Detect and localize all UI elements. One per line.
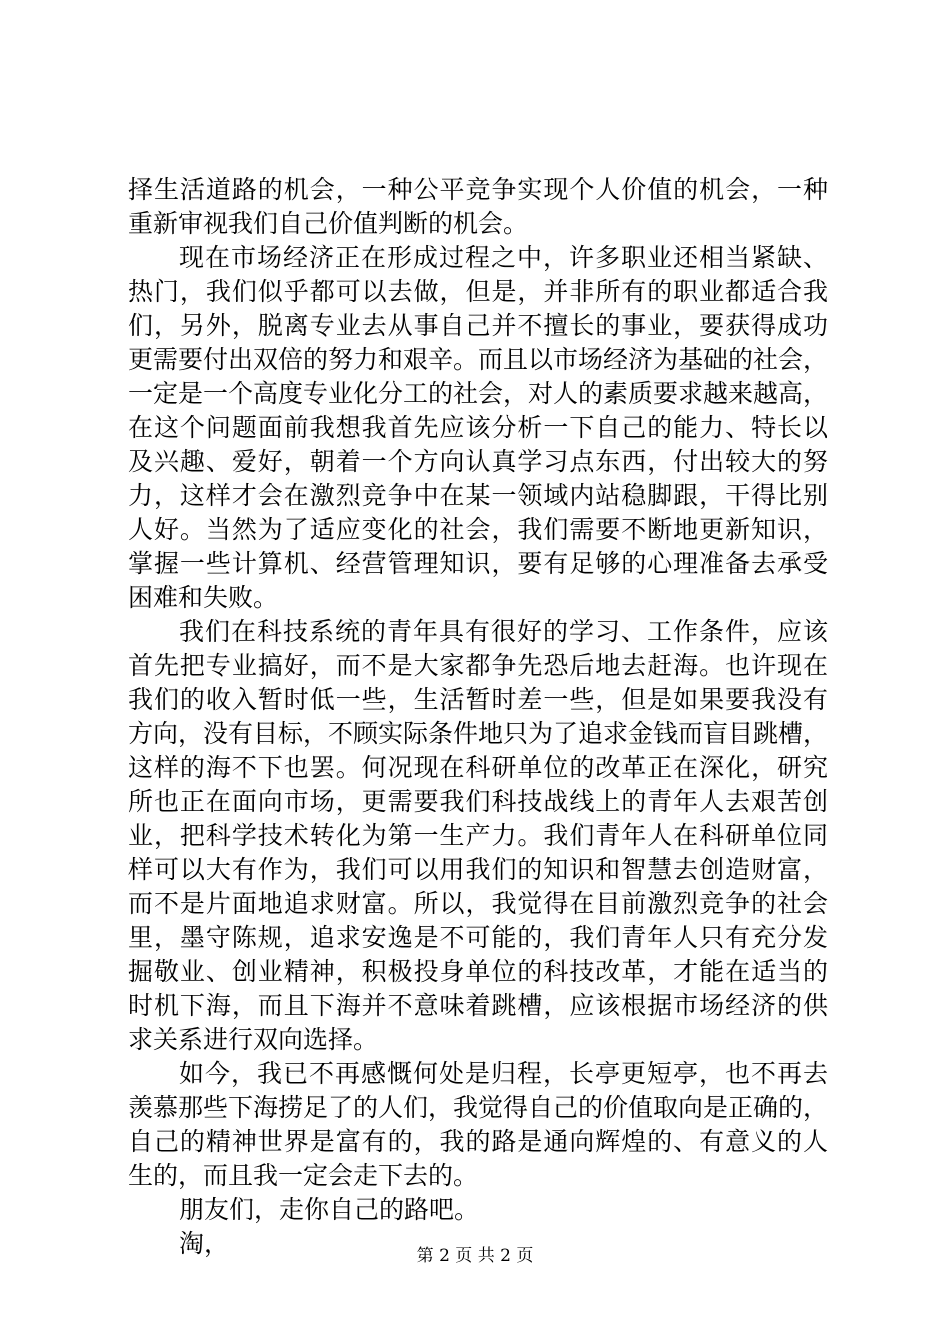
text-line: 我们的收入暂时低一些，生活暂时差一些，但是如果要我没有 [128, 685, 828, 714]
text-line: 这样的海不下也罢。何况现在科研单位的改革正在深化，研究 [128, 753, 828, 782]
text-line: 掌握一些计算机、经营管理知识，要有足够的心理准备去承受 [128, 549, 828, 578]
text-line: 困难和失败。 [128, 583, 279, 612]
text-line: 方向，没有目标，不顾实际条件地只为了追求金钱而盲目跳槽， [128, 719, 829, 748]
text-line: 羡慕那些下海捞足了的人们，我觉得自己的价值取向是正确的， [128, 1093, 829, 1122]
text-line: 样可以大有作为，我们可以用我们的知识和智慧去创造财富， [128, 855, 828, 884]
text-line: 一定是一个高度专业化分工的社会，对人的素质要求越来越高， [128, 379, 829, 408]
text-line: 人好。当然为了适应变化的社会，我们需要不断地更新知识， [128, 515, 828, 544]
text-line: 里，墨守陈规，追求安逸是不可能的，我们青年人只有充分发 [128, 923, 828, 952]
page-footer: 第 2 页 共 2 页 [416, 1246, 534, 1266]
text-line: 生的，而且我一定会走下去的。 [128, 1161, 479, 1190]
text-line: 所也正在面向市场，更需要我们科技战线上的青年人去艰苦创 [128, 787, 828, 816]
text-line: 掘敬业、创业精神，积极投身单位的科技改革，才能在适当的 [128, 957, 828, 986]
text-line: 重新审视我们自己价值判断的机会。 [128, 209, 529, 238]
document-body [128, 173, 828, 1261]
text-line: 择生活道路的机会，一种公平竞争实现个人价值的机会，一种 [128, 175, 828, 204]
text-line: 力，这样才会在激烈竞争中在某一领域内站稳脚跟，干得比别 [128, 481, 828, 510]
text-line: 而不是片面地追求财富。所以，我觉得在目前激烈竞争的社会 [128, 889, 828, 918]
text-line: 朋友们，走你自己的路吧。 [179, 1195, 480, 1224]
text-line: 热门，我们似乎都可以去做，但是，并非所有的职业都适合我 [128, 277, 828, 306]
text-line: 我们在科技系统的青年具有很好的学习、工作条件，应该 [179, 617, 828, 646]
text-line: 首先把专业搞好，而不是大家都争先恐后地去赶海。也许现在 [128, 651, 828, 680]
text-line: 现在市场经济正在形成过程之中，许多职业还相当紧缺、 [179, 243, 828, 272]
text-line: 业，把科学技术转化为第一生产力。我们青年人在科研单位同 [128, 821, 828, 850]
text-line: 求关系进行双向选择。 [128, 1025, 379, 1054]
text-line: 在这个问题面前我想我首先应该分析一下自己的能力、特长以 [128, 413, 828, 442]
text-line: 自己的精神世界是富有的，我的路是通向辉煌的、有意义的人 [128, 1127, 828, 1156]
text-line: 们，另外，脱离专业去从事自己并不擅长的事业，要获得成功 [128, 311, 828, 340]
text-line: 及兴趣、爱好，朝着一个方向认真学习点东西，付出较大的努 [128, 447, 828, 476]
text-line: 如今，我已不再感慨何处是归程，长亭更短亭，也不再去 [179, 1059, 828, 1088]
text-line: 时机下海，而且下海并不意味着跳槽，应该根据市场经济的供 [128, 991, 828, 1020]
text-line: 淘， [179, 1229, 230, 1258]
text-line: 更需要付出双倍的努力和艰辛。而且以市场经济为基础的社会， [128, 345, 829, 374]
